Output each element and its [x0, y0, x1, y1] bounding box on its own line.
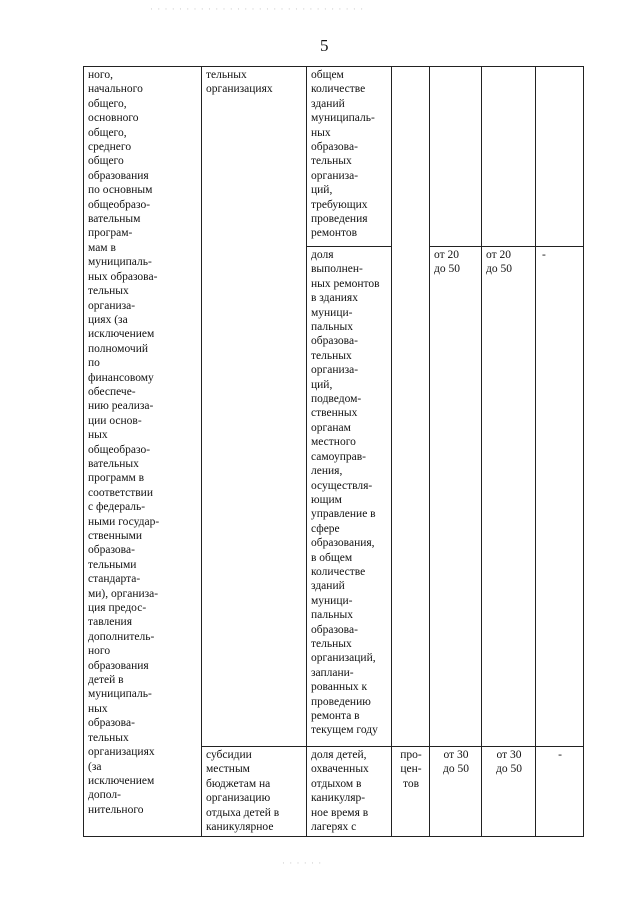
text-line: в зданиях — [311, 292, 358, 305]
text-line: тельных — [88, 731, 129, 744]
text-line: муниципаль- — [88, 256, 152, 269]
text-line: проведения — [311, 213, 368, 226]
text-line: организациях — [88, 746, 155, 759]
text-line: общего — [88, 155, 124, 168]
text-line: организа- — [88, 299, 136, 312]
text-line: ремонтов — [311, 227, 358, 240]
repairs-value-1 — [430, 247, 482, 747]
text-line: организа- — [311, 169, 359, 182]
text-line: рованных к — [311, 681, 368, 694]
unit-cell-top — [392, 67, 430, 747]
text-line: (за — [88, 760, 102, 773]
text-line: образова- — [311, 623, 358, 636]
text-line: по основным — [88, 184, 153, 197]
text-line: сфере — [311, 522, 340, 535]
text-line: исключением — [88, 774, 155, 787]
text-line: органам — [311, 421, 351, 434]
text-line: в общем — [311, 551, 353, 564]
text-line: отдыхом в — [311, 777, 362, 790]
value-cell-top-2 — [482, 67, 536, 247]
text-line: от 30 — [496, 749, 522, 761]
text-line: пальных — [311, 321, 353, 334]
text-line: самоуправ- — [311, 450, 366, 463]
text-line: пальных — [311, 609, 353, 622]
text-line: ремонта в — [311, 710, 360, 722]
page-number: 5 — [320, 36, 329, 55]
text-line: тельных — [311, 155, 352, 168]
text-line: доля — [311, 249, 334, 261]
text-line: образова- — [311, 335, 358, 348]
text-line: ными государ- — [88, 515, 160, 528]
text-line: управление в — [311, 508, 376, 521]
text-line: финансовому — [88, 371, 154, 384]
text-line: организацию — [206, 792, 271, 805]
text-line: ления, — [311, 465, 343, 478]
text-line: основного — [88, 112, 139, 125]
text-line: организа- — [311, 364, 359, 377]
text-line: образования — [88, 659, 149, 672]
text-line: бюджетам на — [206, 777, 271, 790]
text-line: тельных — [311, 637, 352, 650]
indicator-cell-top — [307, 67, 392, 247]
text-line: ций, — [311, 184, 333, 197]
text-line: охваченных — [311, 763, 369, 776]
unit-cell-percent — [392, 747, 430, 837]
text-line: образова- — [88, 717, 135, 730]
text-line: ственными — [88, 530, 143, 542]
text-line: количестве — [311, 83, 366, 96]
text-line: подведом- — [311, 393, 362, 406]
value-cell-top-3 — [536, 67, 584, 247]
text-line: от 20 — [486, 249, 511, 261]
text-line: местным — [206, 763, 250, 776]
text-line: допол- — [88, 789, 121, 802]
text-line: выполнен- — [311, 263, 363, 276]
text-line: ция предос- — [88, 602, 147, 615]
text-line: цен- — [400, 763, 422, 776]
text-line: образова- — [311, 141, 358, 154]
indicator-cell-camps — [307, 747, 392, 837]
text-line: проведению — [311, 695, 371, 708]
text-line: с федераль- — [88, 501, 146, 514]
text-line: общего, — [88, 126, 127, 139]
faint-footer-text: · · · · · · — [282, 858, 323, 868]
text-line: нительного — [88, 803, 144, 816]
camps-value-3: - — [536, 747, 584, 837]
text-line: требующих — [311, 198, 368, 211]
indicator-cell-repairs — [307, 247, 392, 747]
text-line: отдыха детей в — [206, 806, 280, 819]
text-line: до 50 — [486, 263, 512, 276]
repairs-value-3: - — [536, 247, 584, 747]
text-line: тельными — [88, 558, 137, 571]
text-line: заплани- — [311, 666, 354, 679]
funding-source-cell-top — [202, 67, 307, 747]
faint-header-text: · · · · · · · · · · · · · · · · · · · · · · · · · · · · · · — [150, 4, 365, 14]
text-line: до 50 — [434, 263, 460, 276]
text-line: общеобразо- — [88, 198, 151, 211]
text-line: каникулярное — [206, 821, 274, 834]
text-line: про- — [400, 749, 422, 761]
text-line: ных — [88, 702, 108, 715]
text-line: тельных — [311, 349, 352, 362]
text-line: общем — [311, 69, 344, 81]
text-line: от 30 — [443, 749, 469, 761]
text-line: ного — [88, 645, 111, 658]
text-line: ных образова- — [88, 270, 158, 283]
text-line: текущем году — [311, 724, 378, 737]
text-line: муниципаль- — [88, 688, 152, 701]
text-line: детей в — [88, 674, 124, 687]
text-line: тавления — [88, 616, 132, 629]
text-line: тельных — [88, 285, 129, 298]
text-line: вательных — [88, 457, 139, 470]
text-line: каникуляр- — [311, 792, 366, 805]
text-line: мам в — [88, 241, 116, 254]
text-line: полномочий — [88, 342, 148, 355]
text-line: нию реализа- — [88, 400, 154, 413]
funding-source-cell-subsidy — [202, 747, 307, 837]
activity-description-cell — [84, 67, 202, 837]
text-line: ми), организа- — [88, 587, 159, 600]
text-line: зданий — [311, 580, 345, 593]
text-line: программ в — [88, 472, 145, 485]
text-line: муници- — [311, 594, 353, 607]
text-line: ное время в — [311, 806, 369, 819]
text-line: ций, — [311, 378, 333, 391]
repairs-value-2 — [482, 247, 536, 747]
text-line: общего, — [88, 97, 127, 110]
text-line: обеспече- — [88, 385, 136, 398]
text-line: начального — [88, 83, 143, 96]
text-line: от 20 — [434, 249, 459, 261]
text-line: циях (за — [88, 313, 128, 326]
text-line: образования — [88, 169, 149, 182]
text-line: муниципаль- — [311, 112, 375, 125]
text-line: ных — [311, 126, 331, 139]
text-line: зданий — [311, 97, 345, 110]
text-line: програм- — [88, 227, 133, 240]
text-line: местного — [311, 436, 356, 449]
text-line: среднего — [88, 141, 132, 154]
text-line: стандарта- — [88, 573, 141, 586]
text-line: ющим — [311, 493, 342, 506]
text-line: осуществля- — [311, 479, 373, 492]
text-line: вательным — [88, 213, 141, 226]
text-line: ных — [88, 429, 108, 442]
text-line: тов — [402, 777, 420, 790]
text-line: субсидии — [206, 749, 252, 761]
value-cell-top-1 — [430, 67, 482, 247]
text-line: муници- — [311, 306, 353, 319]
text-line: образования, — [311, 537, 375, 550]
text-line: образова- — [88, 544, 135, 557]
camps-value-2 — [482, 747, 536, 837]
text-line: общеобразо- — [88, 443, 151, 456]
text-line: доля детей, — [311, 749, 367, 761]
text-line: организациях — [206, 83, 273, 96]
text-line: ных ремонтов — [311, 277, 380, 290]
text-line: соответствии — [88, 486, 153, 499]
text-line: тельных — [206, 69, 247, 81]
camps-value-1 — [430, 747, 482, 837]
text-line: до 50 — [443, 763, 469, 776]
text-line: количестве — [311, 565, 366, 578]
text-line: исключением — [88, 328, 155, 341]
text-line: до 50 — [496, 763, 522, 776]
text-line: ции основ- — [88, 414, 142, 427]
text-line: ственных — [311, 407, 358, 420]
text-line: ного, — [88, 69, 113, 81]
text-line: организаций, — [311, 652, 376, 665]
document-table — [83, 66, 584, 837]
text-line: дополнитель- — [88, 630, 155, 643]
text-line: лагерях с — [311, 821, 357, 834]
text-line: по — [88, 357, 100, 370]
